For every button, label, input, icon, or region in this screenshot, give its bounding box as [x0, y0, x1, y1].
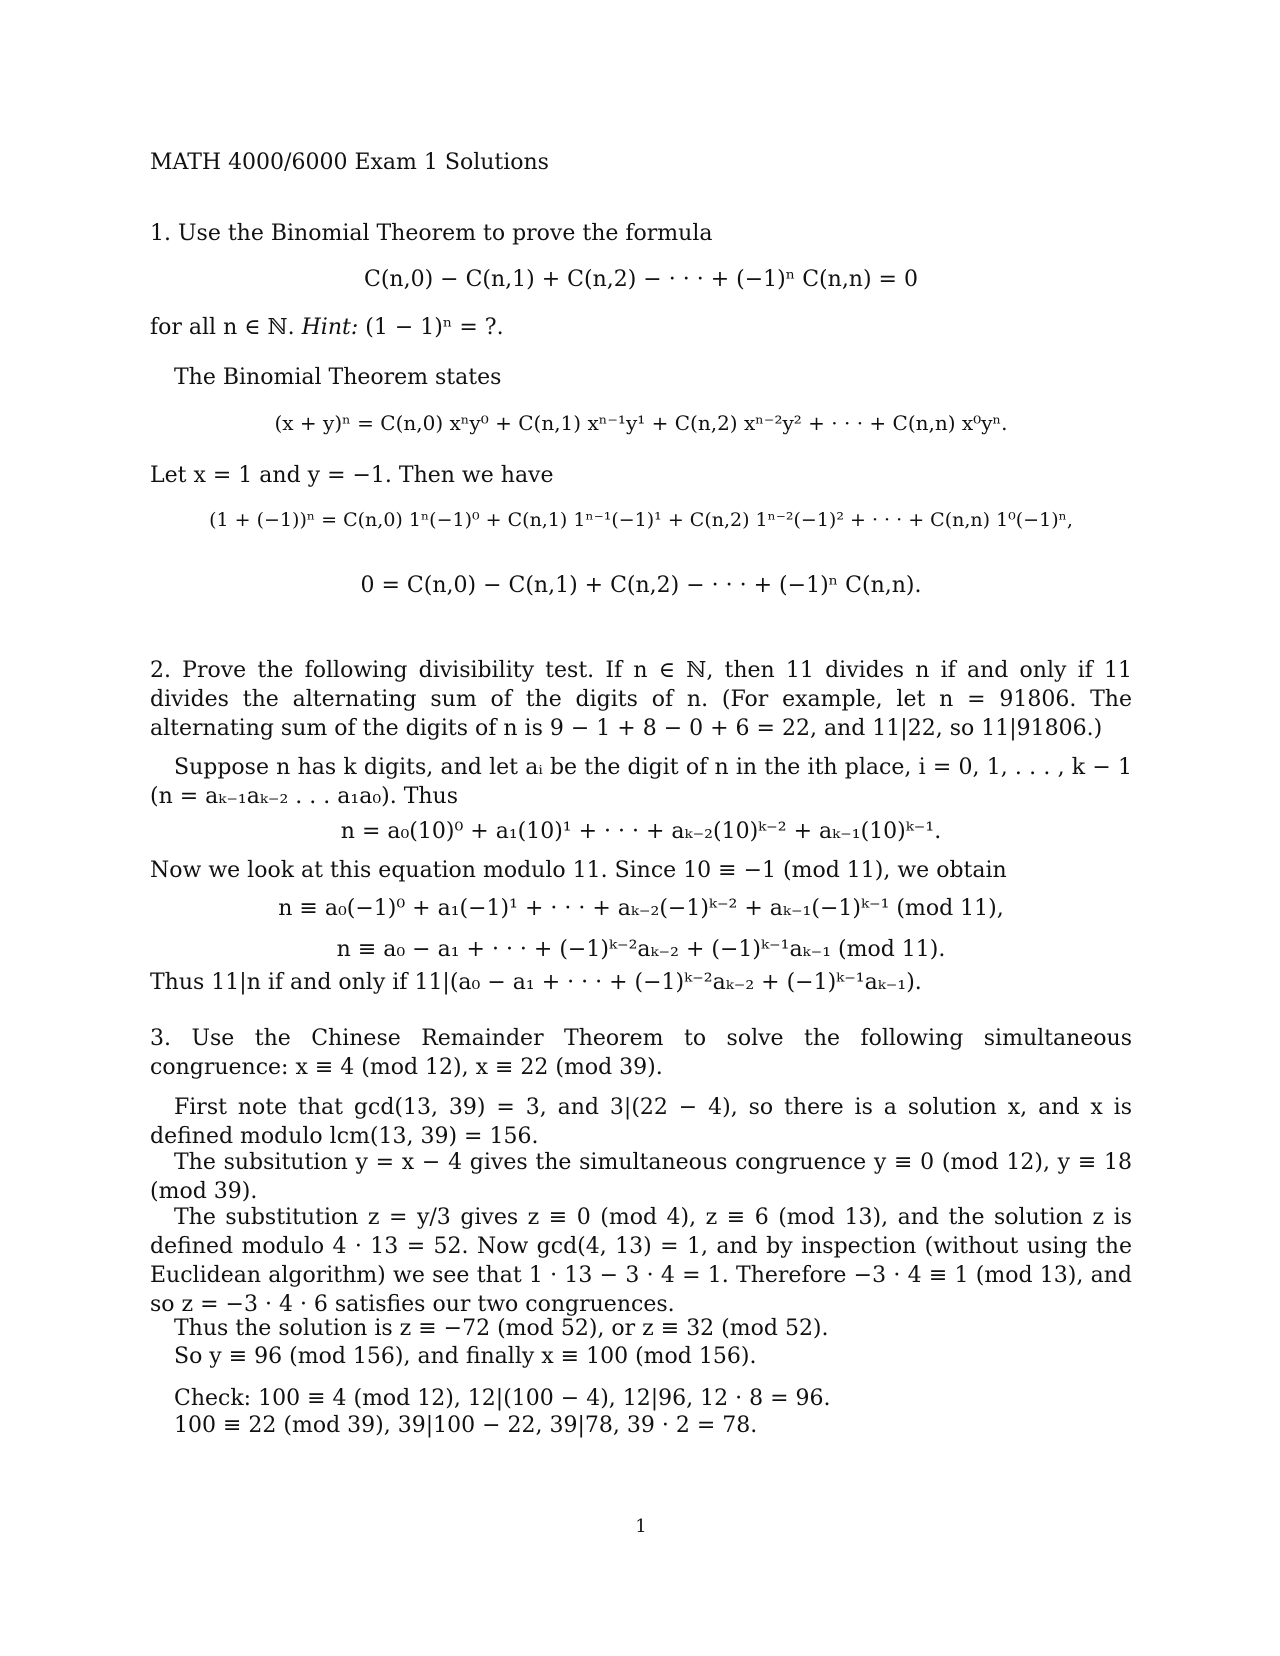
hint-label: Hint:	[301, 315, 359, 340]
congruence-2: n ≡ a₀ − a₁ + · · · + (−1)ᵏ⁻²aₖ₋₂ + (−1)ᵏ⁻¹aₖ₋₁ (mod 11).	[336, 937, 946, 962]
problem-2-conclusion: Thus 11|n if and only if 11|(a₀ − a₁ + · · · + (−1)ᵏ⁻²aₖ₋₂ + (−1)ᵏ⁻¹aₖ₋₁).	[150, 970, 922, 995]
problem-3-first-note: First note that gcd(13, 39) = 3, and 3|(22 − 4), so there is a solution x, and x is defined modulo lcm(13, 39) = 156.	[150, 1095, 1132, 1149]
problem-2-question: 2. Prove the following divisibility test. If n ∈ ℕ, then 11 divides n if and only if 11 divides the alternating sum of the digits of n. (For example, let n = 91806. The alternating sum of the digits of n is 9 − 1 + 8 − 0 + 6 = 22, and 11|22, so 11|91806.)	[150, 658, 1132, 741]
substitution-line: Let x = 1 and y = −1. Then we have	[150, 463, 554, 488]
expansion-equation: (1 + (−1))ⁿ = C(n,0) 1ⁿ(−1)⁰ + C(n,1) 1ⁿ⁻¹(−1)¹ + C(n,2) 1ⁿ⁻²(−1)² + · · · + C(n,n) 1⁰(−1)ⁿ,	[209, 509, 1073, 531]
page-number: 1	[635, 1516, 647, 1537]
problem-1-formula: C(n,0) − C(n,1) + C(n,2) − · · · + (−1)ⁿ C(n,n) = 0	[364, 267, 918, 292]
binomial-intro: The Binomial Theorem states	[174, 365, 502, 390]
problem-3-substitution-z: The substitution z = y/3 gives z ≡ 0 (mod 4), z ≡ 6 (mod 13), and the solution z is defined modulo 4 · 13 = 52. Now gcd(4, 13) = 1, and by inspection (without using the Euclidean algorithm) we see that 1 · 13 − 3 · 4 = 1. Therefore −3 · 4 ≡ 1 (mod 13), and so z = −3 · 4 · 6 satisfies our two congruences.	[150, 1205, 1132, 1317]
solution-z: Thus the solution is z ≡ −72 (mod 52), or z ≡ 32 (mod 52).	[174, 1316, 829, 1341]
congruence-1: n ≡ a₀(−1)⁰ + a₁(−1)¹ + · · · + aₖ₋₂(−1)ᵏ⁻² + aₖ₋₁(−1)ᵏ⁻¹ (mod 11),	[278, 896, 1004, 921]
problem-1-question: 1. Use the Binomial Theorem to prove the formula	[150, 221, 713, 246]
problem-3-question: 3. Use the Chinese Remainder Theorem to solve the following simultaneous congruence: x ≡ 4 (mod 12), x ≡ 22 (mod 39).	[150, 1026, 1132, 1080]
digit-expansion-equation: n = a₀(10)⁰ + a₁(10)¹ + · · · + aₖ₋₂(10)ᵏ⁻² + aₖ₋₁(10)ᵏ⁻¹.	[340, 819, 942, 844]
problem-1-for-all	[150, 313, 504, 342]
hint-text: (1 − 1)ⁿ = ?.	[365, 315, 504, 340]
problem-2-suppose: Suppose n has k digits, and let aᵢ be the digit of n in the ith place, i = 0, 1, . . . , k − 1 (n = aₖ₋₁aₖ₋₂ . . . a₁a₀). Thus	[150, 755, 1132, 809]
check-line-2: 100 ≡ 22 (mod 39), 39|100 − 22, 39|78, 39 · 2 = 78.	[174, 1413, 758, 1438]
result-equation: 0 = C(n,0) − C(n,1) + C(n,2) − · · · + (−1)ⁿ C(n,n).	[360, 573, 922, 598]
binomial-theorem-equation: (x + y)ⁿ = C(n,0) xⁿy⁰ + C(n,1) xⁿ⁻¹y¹ + C(n,2) xⁿ⁻²y² + · · · + C(n,n) x⁰yⁿ.	[274, 411, 1008, 435]
solution-x: So y ≡ 96 (mod 156), and finally x ≡ 100 (mod 156).	[174, 1344, 757, 1369]
modulo-intro: Now we look at this equation modulo 11. Since 10 ≡ −1 (mod 11), we obtain	[150, 858, 1007, 883]
document-page	[150, 0, 1132, 1656]
document-title: MATH 4000/6000 Exam 1 Solutions	[150, 150, 549, 175]
problem-3-substitution-y: The subsitution y = x − 4 gives the simultaneous congruence y ≡ 0 (mod 12), y ≡ 18 (mod 39).	[150, 1150, 1132, 1204]
for-all-text: for all n ∈ ℕ.	[150, 315, 295, 340]
check-line-1: Check: 100 ≡ 4 (mod 12), 12|(100 − 4), 12|96, 12 · 8 = 96.	[174, 1386, 831, 1411]
